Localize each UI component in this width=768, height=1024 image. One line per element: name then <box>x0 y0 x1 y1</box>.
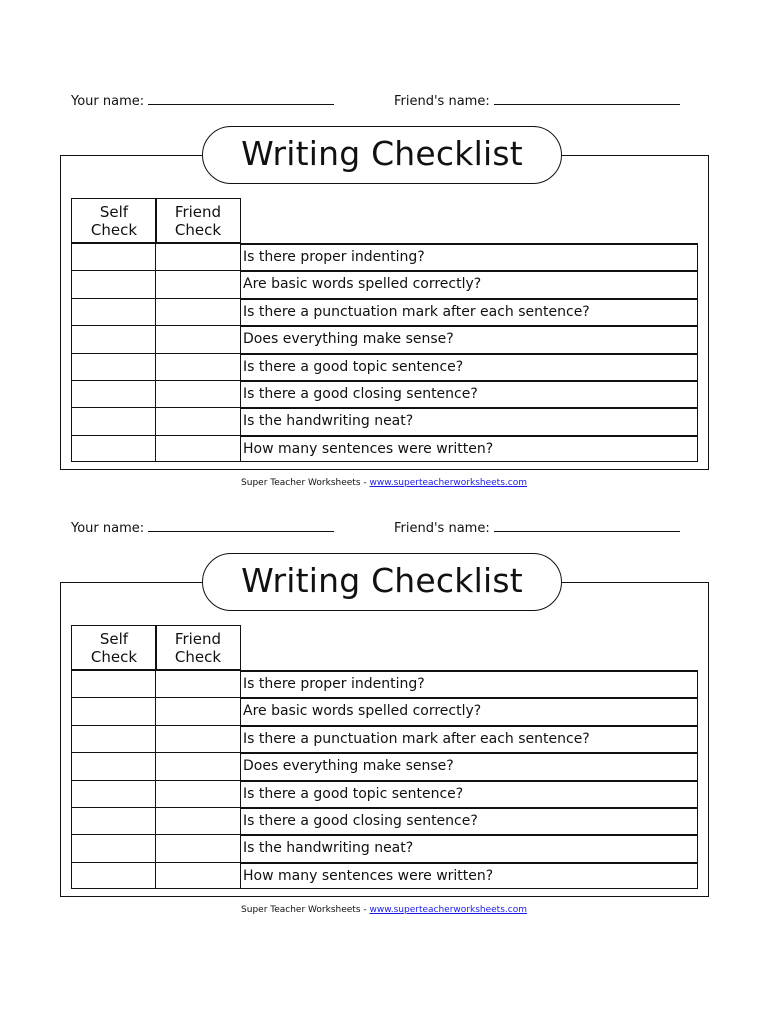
friend-check-box[interactable] <box>155 298 240 325</box>
checklist-row <box>71 270 698 297</box>
self-check-header: Self Check <box>71 625 157 670</box>
your-name-label: Your name: <box>71 94 145 109</box>
checklist-question: Is there a good topic sentence? <box>240 353 698 380</box>
checklist-question: Are basic words spelled correctly? <box>240 270 698 297</box>
friend-check-box[interactable] <box>155 380 240 407</box>
friend-check-box[interactable] <box>155 697 240 724</box>
friend-check-box[interactable] <box>155 780 240 807</box>
checklist-question: Is there a punctuation mark after each sentence? <box>240 298 698 325</box>
friend-check-box[interactable] <box>155 807 240 834</box>
self-check-box[interactable] <box>71 243 155 270</box>
checklist-row <box>71 670 698 697</box>
checklist-row <box>71 807 698 834</box>
checklist-question: Does everything make sense? <box>240 752 698 779</box>
self-check-box[interactable] <box>71 752 155 779</box>
checklist-row <box>71 697 698 724</box>
checklist-row <box>71 380 698 407</box>
friend-check-box[interactable] <box>155 752 240 779</box>
checklist-row <box>71 862 698 889</box>
friend-name-blank[interactable] <box>494 92 680 105</box>
friend-check-box[interactable] <box>155 725 240 752</box>
checklist-row <box>71 780 698 807</box>
your-name-blank[interactable] <box>148 92 334 105</box>
footer-text: Super Teacher Worksheets - <box>241 478 370 488</box>
self-check-box[interactable] <box>71 862 155 889</box>
checklist-title: Writing Checklist <box>202 126 562 184</box>
friend-name-line <box>394 92 680 109</box>
friend-check-box[interactable] <box>155 834 240 861</box>
friend-check-box[interactable] <box>155 270 240 297</box>
checklist-question: How many sentences were written? <box>240 862 698 889</box>
self-check-box[interactable] <box>71 270 155 297</box>
friend-name-label: Friend's name: <box>394 94 490 109</box>
your-name-line <box>71 92 334 109</box>
checklist-row <box>71 243 698 270</box>
friend-name-line <box>394 519 680 536</box>
friend-name-blank[interactable] <box>494 519 680 532</box>
friend-check-box[interactable] <box>155 670 240 697</box>
footer-link[interactable]: www.superteacherworksheets.com <box>369 905 527 915</box>
self-check-box[interactable] <box>71 325 155 352</box>
friend-name-label: Friend's name: <box>394 521 490 536</box>
your-name-line <box>71 519 334 536</box>
checklist-rows <box>71 670 698 889</box>
checklist-row <box>71 752 698 779</box>
friend-check-box[interactable] <box>155 353 240 380</box>
footer-link[interactable]: www.superteacherworksheets.com <box>369 478 527 488</box>
checklist-title: Writing Checklist <box>202 553 562 611</box>
checklist-question: Is there proper indenting? <box>240 243 698 270</box>
checklist-question: How many sentences were written? <box>240 435 698 462</box>
friend-check-box[interactable] <box>155 862 240 889</box>
footer <box>0 905 768 915</box>
self-check-box[interactable] <box>71 380 155 407</box>
self-check-box[interactable] <box>71 780 155 807</box>
your-name-label: Your name: <box>71 521 145 536</box>
self-check-box[interactable] <box>71 834 155 861</box>
your-name-blank[interactable] <box>148 519 334 532</box>
checklist-question: Is there a good closing sentence? <box>240 380 698 407</box>
checklist-row <box>71 834 698 861</box>
self-check-box[interactable] <box>71 670 155 697</box>
checklist-row <box>71 353 698 380</box>
friend-check-box[interactable] <box>155 243 240 270</box>
worksheet-2 <box>0 427 768 915</box>
self-check-box[interactable] <box>71 725 155 752</box>
self-check-header: Self Check <box>71 198 157 243</box>
worksheet-1 <box>0 0 768 488</box>
friend-check-header: Friend Check <box>155 198 241 243</box>
checklist-question: Is there a good closing sentence? <box>240 807 698 834</box>
self-check-box[interactable] <box>71 353 155 380</box>
checklist-question: Does everything make sense? <box>240 325 698 352</box>
self-check-box[interactable] <box>71 298 155 325</box>
checklist-question: Are basic words spelled correctly? <box>240 697 698 724</box>
checklist-question: Is there proper indenting? <box>240 670 698 697</box>
self-check-box[interactable] <box>71 697 155 724</box>
checklist-question: Is the handwriting neat? <box>240 407 698 434</box>
friend-check-header: Friend Check <box>155 625 241 670</box>
checklist-question: Is there a good topic sentence? <box>240 780 698 807</box>
checklist-question: Is there a punctuation mark after each sentence? <box>240 725 698 752</box>
checklist-question: Is the handwriting neat? <box>240 834 698 861</box>
self-check-box[interactable] <box>71 807 155 834</box>
checklist-row <box>71 325 698 352</box>
checklist-row <box>71 298 698 325</box>
friend-check-box[interactable] <box>155 325 240 352</box>
checklist-row <box>71 725 698 752</box>
footer-text: Super Teacher Worksheets - <box>241 905 370 915</box>
